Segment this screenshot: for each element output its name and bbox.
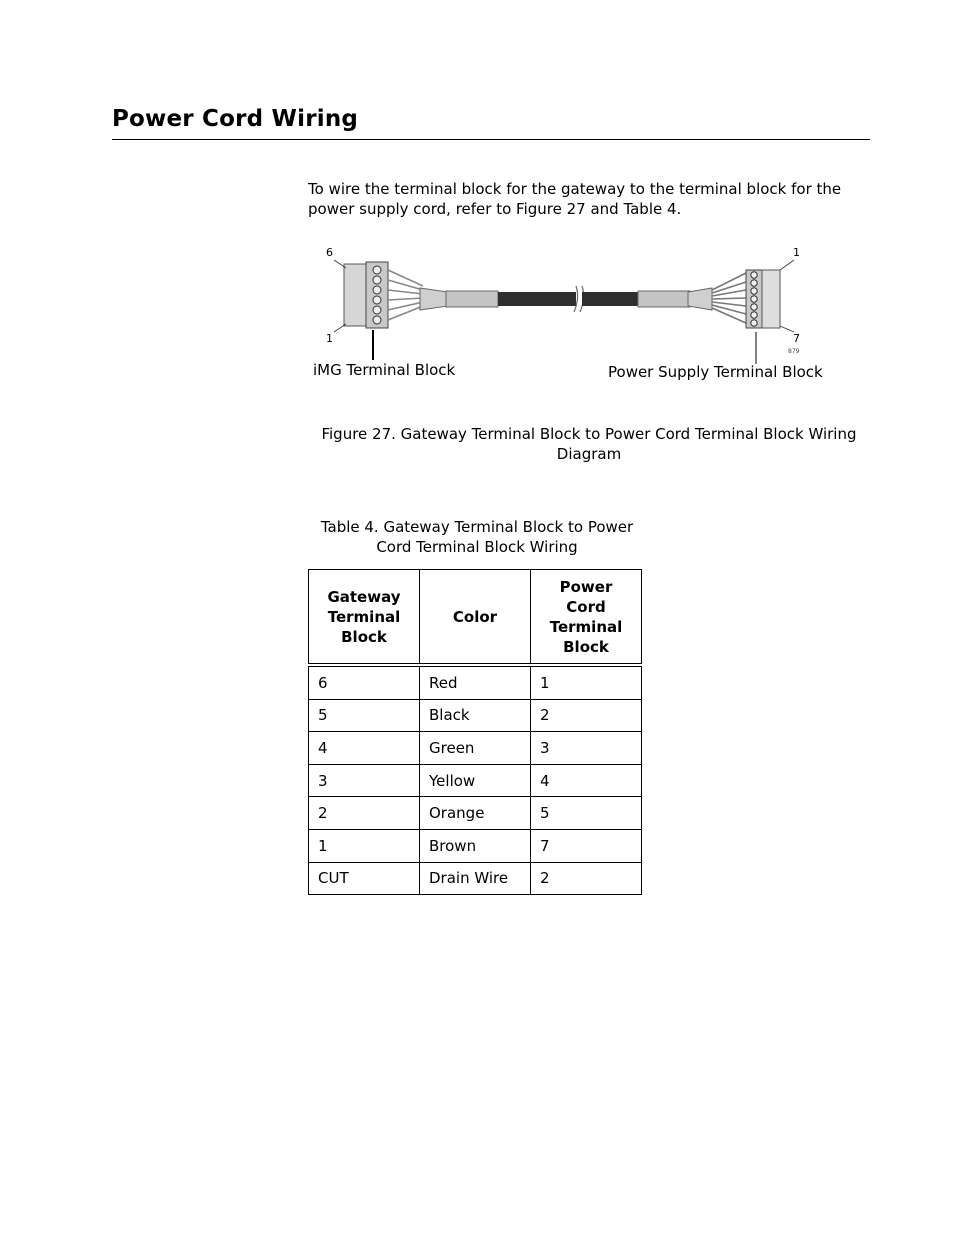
column-header-gateway: Gateway Terminal Block [309, 570, 420, 666]
table-row [309, 862, 642, 895]
gateway-pin-cell: 6 [309, 665, 420, 699]
gateway-pin-cell: 1 [309, 829, 420, 862]
gateway-pin-cell: 5 [309, 699, 420, 732]
art-number: 879 [788, 348, 800, 355]
table-row [309, 699, 642, 732]
power-cord-pin-cell: 1 [531, 665, 642, 699]
pin-label-right-bottom: 7 [793, 332, 800, 345]
table-row [309, 764, 642, 797]
wiring-diagram [308, 240, 848, 400]
page-title: Power Cord Wiring [112, 106, 359, 132]
table-row [309, 732, 642, 765]
table-row [309, 829, 642, 862]
figure-caption: Figure 27. Gateway Terminal Block to Power Cord Terminal Block Wiring Diagram [321, 425, 857, 463]
heading-rule [112, 139, 870, 140]
table-caption: Table 4. Gateway Terminal Block to Power Cord Terminal Block Wiring [320, 518, 634, 556]
gateway-pin-cell: 3 [309, 764, 420, 797]
column-header-color: Color [420, 570, 531, 666]
color-cell: Green [420, 732, 531, 765]
color-cell: Red [420, 665, 531, 699]
gateway-pin-cell: 4 [309, 732, 420, 765]
power-supply-terminal-block-label: Power Supply Terminal Block [608, 363, 823, 381]
pin-label-right-top: 1 [793, 246, 800, 259]
table-header-row [309, 570, 642, 666]
color-cell: Orange [420, 797, 531, 830]
power-cord-pin-cell: 3 [531, 732, 642, 765]
pin-label-left-bottom: 1 [326, 332, 333, 345]
power-cord-pin-cell: 4 [531, 764, 642, 797]
pin-label-left-top: 6 [326, 246, 333, 259]
color-cell: Yellow [420, 764, 531, 797]
color-cell: Drain Wire [420, 862, 531, 895]
color-cell: Black [420, 699, 531, 732]
column-header-power-cord: Power Cord Terminal Block [531, 570, 642, 666]
power-cord-pin-cell: 7 [531, 829, 642, 862]
table-row [309, 665, 642, 699]
intro-paragraph: To wire the terminal block for the gateway to the terminal block for the power supply cord, refer to Figure 27 and Table 4. [308, 180, 842, 218]
gateway-pin-cell: 2 [309, 797, 420, 830]
wiring-table [308, 569, 642, 895]
power-cord-pin-cell: 5 [531, 797, 642, 830]
power-cord-pin-cell: 2 [531, 862, 642, 895]
img-terminal-block-label: iMG Terminal Block [313, 361, 456, 379]
color-cell: Brown [420, 829, 531, 862]
table-row [309, 797, 642, 830]
gateway-pin-cell: CUT [309, 862, 420, 895]
power-cord-pin-cell: 2 [531, 699, 642, 732]
